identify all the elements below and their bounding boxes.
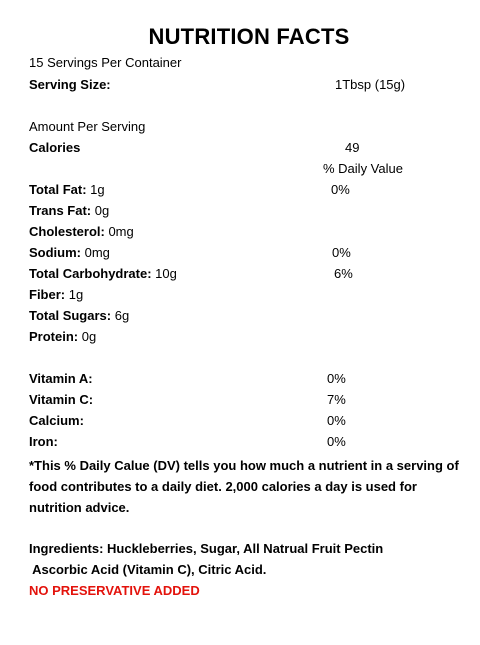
vitamin-c-label: Vitamin C: (29, 392, 94, 407)
nutrient-row-sodium (29, 243, 110, 263)
nutrient-label: Trans Fat: (29, 203, 92, 218)
nutrient-label: Total Fat: (29, 182, 87, 197)
nutrient-row-cholesterol (29, 222, 134, 242)
nutrient-label: Protein: (29, 329, 79, 344)
calcium-dv: 0% (327, 413, 346, 428)
total-carbohydrate-dv: 6% (334, 266, 353, 281)
calories-label: Calories (29, 140, 81, 155)
iron-dv: 0% (327, 434, 346, 449)
nutrient-label: Total Carbohydrate: (29, 266, 152, 281)
ingredients-line-1: Ingredients: Huckleberries, Sugar, All Natrual Fruit Pectin (29, 541, 384, 556)
daily-value-header: % Daily Value (323, 161, 403, 176)
nutrient-label: Fiber: (29, 287, 66, 302)
amount-per-serving-label: Amount Per Serving (29, 119, 146, 134)
nutrient-amount: 1g (65, 287, 84, 302)
vitamin-a-dv: 0% (327, 371, 346, 386)
nutrient-row-total-fat (29, 180, 105, 200)
nutrient-row-total-carbohydrate (29, 264, 177, 284)
sodium-dv: 0% (332, 245, 351, 260)
nutrient-amount: 1g (86, 182, 105, 197)
ingredients-line-2: Ascorbic Acid (Vitamin C), Citric Acid. (29, 562, 267, 577)
nutrient-amount: 10g (151, 266, 177, 281)
nutrient-amount: 6g (111, 308, 130, 323)
calories-value: 49 (345, 140, 360, 155)
serving-size-value: 1Tbsp (15g) (335, 77, 406, 92)
nutrient-amount: 0mg (104, 224, 134, 239)
total-fat-dv: 0% (331, 182, 350, 197)
vitamin-a-label: Vitamin A: (29, 371, 93, 386)
vitamin-c-dv: 7% (327, 392, 346, 407)
nutrient-amount: 0g (78, 329, 97, 344)
servings-per-container: 15 Servings Per Container (29, 55, 182, 70)
iron-label: Iron: (29, 434, 58, 449)
nutrient-row-protein (29, 327, 96, 347)
calcium-label: Calcium: (29, 413, 84, 428)
nutrient-label: Total Sugars: (29, 308, 112, 323)
nutrient-row-fiber (29, 285, 83, 305)
nutrient-amount: 0mg (81, 245, 110, 260)
page-title: NUTRITION FACTS (148, 24, 350, 49)
daily-value-footnote: *This % Daily Calue (DV) tells you how much a nutrient in a serving of food contributes to a daily diet. 2,000 calories a day is used for nutrition advice. (29, 458, 459, 515)
serving-size-label: Serving Size: (29, 77, 111, 92)
nutrient-row-total-sugars (29, 306, 129, 326)
nutrient-row-trans-fat (29, 201, 109, 221)
nutrient-label: Cholesterol: (29, 224, 105, 239)
nutrient-amount: 0g (91, 203, 110, 218)
nutrient-label: Sodium: (29, 245, 81, 260)
no-preservative-warning: NO PRESERVATIVE ADDED (29, 583, 200, 598)
